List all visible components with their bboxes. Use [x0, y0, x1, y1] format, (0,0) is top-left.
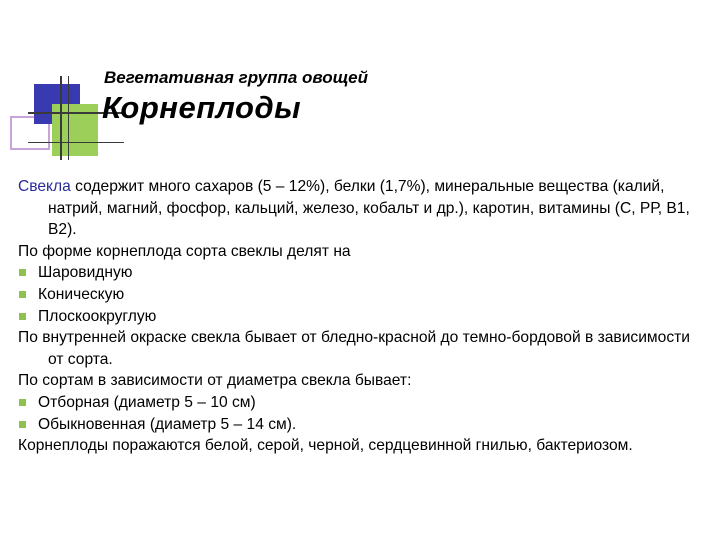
highlighted-word: Свекла	[18, 178, 71, 195]
list-item	[18, 392, 708, 414]
list-item	[18, 262, 708, 284]
square-bullet-icon	[19, 269, 26, 276]
list-item	[18, 414, 708, 436]
list-item-text: Обыкновенная (диаметр 5 – 14 см).	[38, 415, 297, 433]
list-item	[18, 306, 708, 328]
paragraph-diseases: Корнеплоды поражаются белой, серой, черной, сердцевинной гнилью, бактериозом.	[18, 437, 633, 455]
slide-body	[18, 176, 708, 457]
list-item-text: Шаровидную	[38, 264, 133, 282]
paragraph-shape-intro: По форме корнеплода сорта свеклы делят на	[18, 242, 351, 260]
decorative-line	[28, 142, 124, 143]
paragraph-size-intro: По сортам в зависимости от диаметра свекла бывает:	[18, 372, 412, 390]
decorative-line	[60, 76, 62, 160]
list-item-text: Коническую	[38, 285, 125, 303]
list-item-text: Плоскоокруглую	[38, 307, 157, 325]
slide-title: Корнеплоды	[102, 90, 302, 125]
paragraph-text: содержит много сахаров (5 – 12%), белки (1,7%), минеральные вещества (калий, натрий, магний, фосфор, кальций, железо, кобальт и др.), каротин, витамины (С, РР, В1, В2).	[48, 178, 690, 239]
slide-subtitle: Вегетативная группа овощей	[104, 68, 368, 87]
square-bullet-icon	[19, 313, 26, 320]
paragraph-composition	[18, 176, 708, 241]
list-item	[18, 284, 708, 306]
decorative-line	[68, 76, 69, 160]
list-item-text: Отборная (диаметр 5 – 10 см)	[38, 393, 256, 411]
square-bullet-icon	[19, 421, 26, 428]
paragraph-color: По внутренней окраске свекла бывает от бледно-красной до темно-бордовой в зависимости от сорта.	[18, 329, 690, 368]
square-bullet-icon	[19, 399, 26, 406]
square-bullet-icon	[19, 291, 26, 298]
